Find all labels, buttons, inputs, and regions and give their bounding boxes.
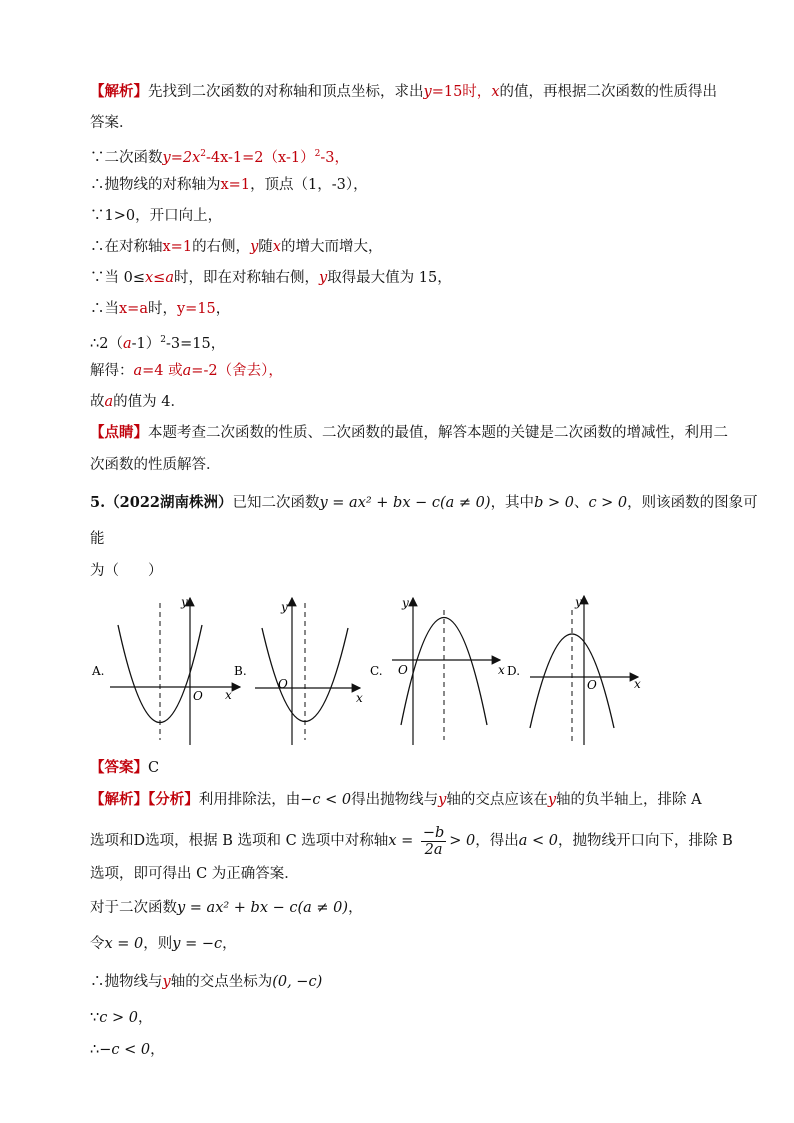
graph-c [370, 596, 505, 745]
svg-text:y: y [281, 600, 288, 614]
key-point-label: 【点睛】 [90, 424, 148, 441]
step-1: ∵二次函数$y=2x^2-4x-1=2(x-1)^2-3$， [90, 149, 349, 166]
svg-text:O: O [587, 678, 597, 692]
question-number: 5.（2022湖南株洲） [90, 494, 233, 511]
step-4: ∴在对称轴x=1的右侧，y随x的增大而增大， [90, 239, 383, 255]
solution-line-1: 【解析】先找到二次函数的对称轴和顶点坐标，求出y=15时，x的值，再根据二次函数的性质得出 [90, 83, 717, 100]
solution-line-2: 答案． [90, 115, 134, 131]
key-point-line-2: 次函数的性质解答． [90, 457, 221, 473]
solution-label: 【解析】 [90, 83, 148, 100]
analysis-line-2: 选项和D选项，根据 B 选项和 C 选项中对称轴x = $\frac{-b}{2a}$ > 0，得出a < 0，抛物线开口向下，排除 B [90, 824, 733, 858]
analysis-label: 【解析】【分析】 [90, 791, 199, 808]
svg-text:y: y [402, 596, 409, 610]
key-point-line-1: 【点睛】本题考查二次函数的性质、二次函数的最值，解答本题的关键是二次函数的增减性，利用二 [90, 424, 728, 441]
question-5-line-2: 能 [90, 531, 105, 547]
step-7: $\therefore 2(a-1)^2-3=15$， [90, 335, 226, 352]
answer-label: 【答案】 [90, 759, 148, 776]
step-8: 解得：a=4 或a=-2（舍去）， [90, 363, 283, 379]
answer-value: C [148, 760, 160, 776]
svg-text:y: y [575, 595, 582, 609]
analysis-line-8: ∴−c < 0， [90, 1042, 165, 1058]
analysis-line-3: 选项，即可得出 C 为正确答案． [90, 866, 299, 882]
option-c-label: C. [370, 664, 383, 678]
svg-text:x: x [356, 691, 363, 705]
step-3: ∵1>0，开口向上， [90, 208, 223, 224]
question-5-line-3: 为（ ） [90, 563, 163, 579]
svg-text:x: x [225, 688, 232, 702]
option-graphs [0, 590, 794, 750]
svg-text:x: x [498, 663, 505, 677]
step-9: 故a的值为 4． [90, 394, 185, 410]
step-5: ∵当 0≤x≤a时，即在对称轴右侧，y取得最大值为 15， [90, 270, 452, 286]
analysis-line-1: 【解析】【分析】利用排除法，由−c < 0得出抛物线与y轴的交点应该在y轴的负半轴上，排除 A [90, 791, 702, 808]
symmetry-fraction: $\frac{-b}{2a}$ [422, 824, 445, 858]
graph-b [234, 598, 363, 745]
svg-text:y: y [181, 595, 188, 609]
svg-text:O: O [278, 677, 288, 691]
step-2: ∴抛物线的对称轴为x=1，顶点（1，-3）， [90, 177, 368, 193]
svg-text:x: x [634, 677, 641, 691]
analysis-line-7: ∵c > 0， [90, 1010, 153, 1026]
analysis-line-6: ∴抛物线与y轴的交点坐标为(0, −c) [90, 974, 323, 990]
step-6: ∴当x=a时，y=15， [90, 301, 231, 317]
option-d-label: D. [507, 664, 521, 678]
option-b-label: B. [234, 664, 247, 678]
analysis-line-5: 令x = 0，则y = −c， [90, 936, 237, 952]
answer-line [90, 758, 159, 778]
svg-text:O: O [398, 663, 408, 677]
graph-d [507, 595, 641, 745]
option-a-label: A. [92, 664, 105, 678]
question-5-line-1: 5.（2022湖南株洲）已知二次函数y = ax² + bx − c(a ≠ 0)，其中b > 0、c > 0，则该函数的图象可 [90, 494, 758, 511]
svg-text:O: O [193, 689, 203, 703]
graph-a [91, 595, 240, 745]
analysis-line-4: 对于二次函数y = ax² + bx − c(a ≠ 0)， [90, 900, 363, 916]
